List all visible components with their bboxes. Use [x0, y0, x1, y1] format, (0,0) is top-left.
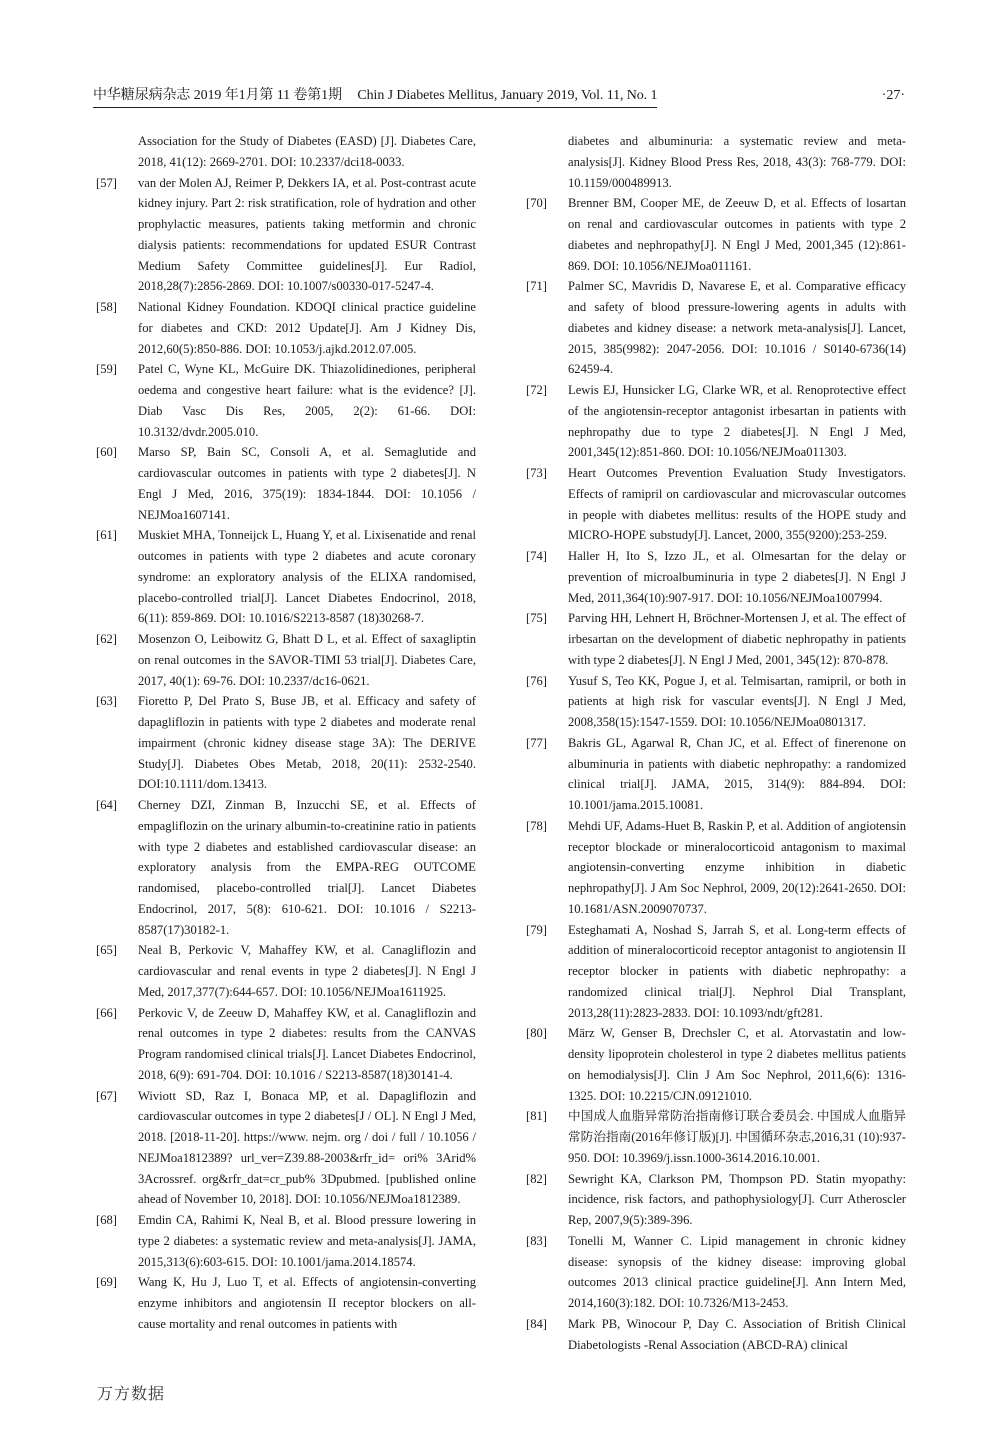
reference-continuation — [96, 131, 476, 173]
reference-text: Fioretto P, Del Prato S, Buse JB, et al. Efficacy and safety of dapagliflozin in patients with type 2 diabetes and moderate renal impairment (chronic kidney disease stage 3A): The DERIVE Study[J]. Diabetes Obes Metab, 2018, 20(11): 2532-2540. DOI:10.1111/dom.13413. — [138, 694, 476, 792]
reference-text: Sewright KA, Clarkson PM, Thompson PD. Statin myopathy: incidence, risk factors, and pathophysiology[J]. Curr Atheroscler Rep, 2007,9(5):389-396. — [568, 1171, 906, 1227]
reference-column-right — [526, 131, 906, 1355]
reference-entry — [526, 1106, 906, 1168]
reference-number: [69] — [96, 1275, 117, 1290]
reference-entry — [96, 173, 476, 298]
reference-entry — [526, 1023, 906, 1106]
reference-text: Lewis EJ, Hunsicker LG, Clarke WR, et al. Renoprotective effect of the angiotensin-receptor antagonist irbesartan in patients with nephropathy due to type 2 diabetes[J]. N Engl J Med, 2001,345(12):851-860. DOI: 10.1056/NEJMoa011303. — [568, 383, 906, 460]
reference-text: Neal B, Perkovic V, Mahaffey KW, et al. Canagliflozin and cardiovascular and renal events in type 2 diabetes[J]. N Engl J Med, 2017,377(7):644-657. DOI: 10.1056/NEJMoa1611925. — [138, 943, 476, 999]
page-number: ·27· — [881, 88, 905, 103]
reference-number: [72] — [526, 383, 547, 397]
reference-text: Palmer SC, Mavridis D, Navarese E, et al. Comparative efficacy and safety of blood pressure-lowering agents in adults with diabetes and kidney disease: a network meta-analysis[J]. Lancet, 2015, 385(9982): 2047-2056. DOI: 10.1016 / S0140-6736(14) 62459-4. — [568, 279, 906, 377]
reference-number: [75] — [526, 611, 547, 626]
reference-entry — [96, 525, 476, 629]
reference-number: [59] — [96, 362, 117, 377]
reference-entry — [96, 691, 476, 795]
reference-entry — [96, 297, 476, 359]
reference-number: [81] — [526, 1109, 547, 1124]
reference-text: Muskiet MHA, Tonneijck L, Huang Y, et al. Lixisenatide and renal outcomes in patients with type 2 diabetes and acute coronary syndrome: an exploratory analysis of the ELIXA randomised, placebo-controlled trial[J]. Lancet Diabetes Endocrinol, 2018, 6(11): 859-869. DOI: 10.1016/S2213-8587 (18)30268-7. — [138, 528, 476, 626]
reference-entry — [526, 1169, 906, 1231]
reference-text: Tonelli M, Wanner C. Lipid management in chronic kidney disease: synopsis of the kidney disease: improving global outcomes 2013 clinical practice guideline[J]. Ann Intern Med, 2014,160(3):182. DOI: 10.7326/M13-2453. — [568, 1233, 906, 1310]
reference-number: [63] — [96, 694, 117, 709]
reference-number: [80] — [526, 1026, 547, 1041]
reference-text: Mosenzon O, Leibowitz G, Bhatt D L, et al. Effect of saxagliptin on renal outcomes in the SAVOR-TIMI 53 trial[J]. Diabetes Care, 2017, 40(1): 69-76. DOI: 10.2337/dc16-0621. — [138, 632, 476, 688]
reference-number: [73] — [526, 466, 547, 480]
reference-number: [67] — [96, 1088, 117, 1103]
reference-number: [71] — [526, 279, 547, 294]
reference-number: [60] — [96, 445, 117, 460]
reference-text: Association for the Study of Diabetes (EASD) [J]. Diabetes Care, 2018, 41(12): 2669-2701. DOI: 10.2337/dci18-0033. — [138, 134, 476, 169]
reference-text: 中国成人血脂异常防治指南修订联合委员会. 中国成人血脂异常防治指南(2016年修订版)[J]. 中国循环杂志,2016,31 (10):937-950. DOI: 10.3969/j.issn.1000-3614.2016.10.001. — [568, 1109, 906, 1165]
journal-citation-line — [93, 88, 657, 108]
reference-number: [61] — [96, 528, 117, 543]
reference-entry — [526, 546, 906, 608]
reference-text: Esteghamati A, Noshad S, Jarrah S, et al. Long-term effects of addition of mineralocorticoid receptor antagonist to angiotensin II receptor blocker in patients with diabetic nephropathy: a randomized clinical trial[J]. Nephrol Dial Transplant, 2013,28(11):2823-2833. DOI: 10.1093/ndt/gft281. — [568, 922, 906, 1020]
reference-number: [78] — [526, 818, 547, 833]
reference-entry — [526, 276, 906, 380]
reference-text: Cherney DZI, Zinman B, Inzucchi SE, et al. Effects of empagliflozin on the urinary albumin-to-creatinine ratio in patients with type 2 diabetes and established cardiovascular disease: an exploratory analysis from the EMPA-REG OUTCOME randomised, placebo-controlled trial[J]. Lancet Diabetes Endocrinol, 2017, 5(8): 610-621. DOI: 10.1016 / S2213-8587(17)30182-1. — [138, 798, 476, 937]
reference-entry — [526, 608, 906, 670]
watermark-wanfang: 万方数据 — [97, 1384, 166, 1403]
reference-entry — [96, 1086, 476, 1211]
reference-text: National Kidney Foundation. KDOQI clinical practice guideline for diabetes and CKD: 2012 Update[J]. Am J Kidney Dis, 2012,60(5):850-886. DOI: 10.1053/j.ajkd.2012.07.005. — [138, 300, 476, 356]
reference-entry — [526, 671, 906, 733]
reference-continuation — [526, 131, 906, 193]
reference-text: Heart Outcomes Prevention Evaluation Study Investigators. Effects of ramipril on cardiovascular and microvascular outcomes in people with diabetes mellitus: results of the HOPE study and MICRO-HOPE substudy[J]. Lancet, 2000, 355(9200):253-259. — [568, 466, 906, 543]
reference-number: [57] — [96, 175, 117, 190]
reference-text: Brenner BM, Cooper ME, de Zeeuw D, et al. Effects of losartan on renal and cardiovascular outcomes in patients with type 2 diabetes and nephropathy[J]. N Engl J Med, 2001,345 (12):861-869. DOI: 10.1056/NEJMoa011161. — [568, 196, 906, 273]
reference-number: [64] — [96, 798, 117, 812]
reference-number: [68] — [96, 1213, 117, 1227]
reference-column-left — [96, 131, 476, 1335]
reference-text: Bakris GL, Agarwal R, Chan JC, et al. Effect of finerenone on albuminuria in patients with diabetic nephropathy: a randomized clinical trial[J]. JAMA, 2015, 314(9): 884-894. DOI: 10.1001/jama.2015.10081. — [568, 735, 906, 812]
running-header — [93, 88, 905, 108]
reference-number: [84] — [526, 1316, 547, 1331]
reference-text: Yusuf S, Teo KK, Pogue J, et al. Telmisartan, ramipril, or both in patients at high risk for vascular events[J]. N Engl J Med, 2008,358(15):1547-1559. DOI: 10.1056/NEJMoa0801317. — [568, 673, 906, 729]
reference-text: Mehdi UF, Adams-Huet B, Raskin P, et al. Addition of angiotensin receptor blockade or mineralocorticoid antagonism to maximal angiotensin-converting enzyme inhibition in diabetic nephropathy[J]. J Am Soc Nephrol, 2009, 20(12):2641-2650. DOI: 10.1681/ASN.2009070737. — [568, 818, 906, 916]
reference-entry — [526, 920, 906, 1024]
reference-text: Mark PB, Winocour P, Day C. Association of British Clinical Diabetologists -Renal Association (ABCD-RA) clinical — [568, 1316, 906, 1352]
reference-entry — [96, 1003, 476, 1086]
reference-entry — [526, 1231, 906, 1314]
reference-entry — [526, 463, 906, 546]
reference-text: Patel C, Wyne KL, McGuire DK. Thiazolidinediones, peripheral oedema and congestive heart failure: what is the evidence? [J]. Diab Vasc Dis Res, 2005, 2(2): 61-66. DOI: 10.3132/dvdr.2005.010. — [138, 362, 476, 439]
reference-text: Haller H, Ito S, Izzo JL, et al. Olmesartan for the delay or prevention of microalbuminuria in type 2 diabetes[J]. N Engl J Med, 2011,364(10):907-917. DOI: 10.1056/NEJMoa1007994. — [568, 549, 906, 605]
reference-entry — [96, 1210, 476, 1272]
reference-entry — [96, 1272, 476, 1334]
reference-entry — [96, 795, 476, 940]
reference-text: Perkovic V, de Zeeuw D, Mahaffey KW, et al. Canagliflozin and renal outcomes in type 2 diabetes: results from the CANVAS Program randomised clinical trials[J]. Lancet Diabetes Endocrinol, 2018, 6(9): 691-704. DOI: 10.1016 / S2213-8587(18)30141-4. — [138, 1005, 476, 1082]
reference-number: [74] — [526, 549, 547, 563]
reference-number: [79] — [526, 922, 547, 937]
reference-number: [66] — [96, 1005, 117, 1020]
reference-text: diabetes and albuminuria: a systematic review and meta-analysis[J]. Kidney Blood Press Res, 2018, 43(3): 768-779. DOI: 10.1159/000489913. — [568, 134, 906, 190]
reference-number: [77] — [526, 735, 547, 750]
reference-entry — [96, 359, 476, 442]
reference-entry — [526, 733, 906, 816]
reference-text: Emdin CA, Rahimi K, Neal B, et al. Blood pressure lowering in type 2 diabetes: a systematic review and meta-analysis[J]. JAMA, 2015,313(6):603-615. DOI: 10.1001/jama.2014.18574. — [138, 1213, 476, 1269]
reference-entry — [526, 380, 906, 463]
reference-number: [58] — [96, 300, 117, 314]
reference-number: [82] — [526, 1171, 547, 1186]
reference-text: Marso SP, Bain SC, Consoli A, et al. Semaglutide and cardiovascular outcomes in patients with type 2 diabetes[J]. N Engl J Med, 2016, 375(19): 1834-1844. DOI: 10.1056 / NEJMoa1607141. — [138, 445, 476, 522]
reference-entry — [96, 629, 476, 691]
reference-text: van der Molen AJ, Reimer P, Dekkers IA, et al. Post-contrast acute kidney injury. Part 2: risk stratification, role of hydration and other prophylactic measures, patients taking metformin and chronic dialysis patients: recommendations for updated ESUR Contrast Medium Safety Committee guidelines[J]. Eur Radiol, 2018,28(7):2856-2869. DOI: 10.1007/s00330-017-5247-4. — [138, 175, 476, 294]
reference-number: [76] — [526, 673, 547, 688]
reference-entry — [526, 193, 906, 276]
reference-text: Parving HH, Lehnert H, Bröchner-Mortensen J, et al. The effect of irbesartan on the development of diabetic nephropathy in patients with type 2 diabetes[J]. N Engl J Med, 2001, 345(12): 870-878. — [568, 611, 906, 667]
reference-number: [70] — [526, 196, 547, 211]
reference-entry — [96, 940, 476, 1002]
reference-text: März W, Genser B, Drechsler C, et al. Atorvastatin and low-density lipoprotein cholesterol in type 2 diabetes mellitus patients on hemodialysis[J]. Clin J Am Soc Nephrol, 2011,6(6): 1316-1325. DOI: 10.2215/CJN.09121010. — [568, 1026, 906, 1103]
reference-entry — [96, 442, 476, 525]
reference-entry — [526, 1314, 906, 1356]
reference-number: [83] — [526, 1233, 547, 1248]
journal-name-english: Chin J Diabetes Mellitus, January 2019, Vol. 11, No. 1 — [357, 88, 658, 103]
journal-name-chinese: 中华糖尿病杂志 2019 年1月第 11 卷第1期 — [93, 88, 342, 103]
reference-text: Wang K, Hu J, Luo T, et al. Effects of angiotensin-converting enzyme inhibitors and angiotensin II receptor blockers on all-cause mortality and renal outcomes in patients with — [138, 1275, 476, 1331]
reference-entry — [526, 816, 906, 920]
reference-text: Wiviott SD, Raz I, Bonaca MP, et al. Dapagliflozin and cardiovascular outcomes in type 2 diabetes[J / OL]. N Engl J Med, 2018. [2018-11-20]. https://www. nejm. org / doi / full / 10.1056 / NEJMoa1812389? url_ver=Z39.88-2003&rfr_id= ori% 3Arid% 3Acrossref. org&rfr_dat=cr_pub% 3Dpubmed. [published online ahead of November 10, 2018]. DOI: 10.1056/NEJMoa1812389. — [138, 1088, 476, 1207]
reference-number: [62] — [96, 632, 117, 646]
reference-number: [65] — [96, 943, 117, 958]
